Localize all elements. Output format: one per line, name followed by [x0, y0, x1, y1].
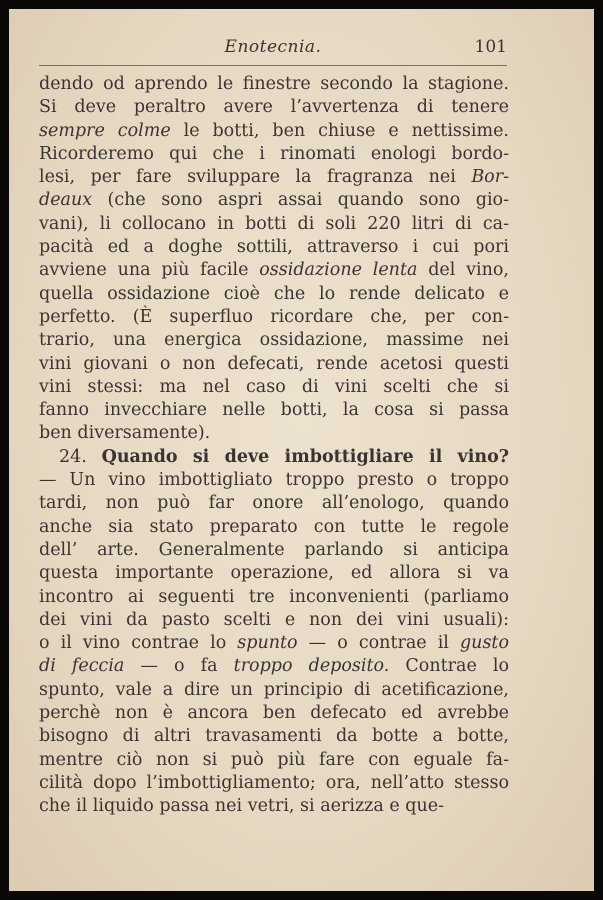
- text-span: trario, una energica ossidazione, massime nei: [39, 330, 509, 351]
- text-line: [39, 166, 509, 189]
- text-line: [39, 353, 509, 376]
- text-span: fanno invecchiare nelle botti, la cosa si passa: [39, 400, 509, 421]
- text-line: [39, 120, 509, 143]
- text-span: dell’ arte. Generalmente parlando si anticipa: [39, 539, 509, 560]
- text-span: dendo od aprendo le finestre secondo la stagione.: [39, 74, 509, 94]
- text-span: Si deve peraltro avere l’avvertenza di tenere: [39, 97, 509, 118]
- italic-text: di feccia: [39, 656, 125, 677]
- text-line: [39, 772, 509, 795]
- italic-text: deaux: [39, 190, 93, 211]
- running-title: Enotecnia.: [224, 37, 322, 57]
- bold-heading-text: Quando si deve imbottigliare il vino?: [101, 446, 509, 467]
- text-span: tardi, non può far onore all’enologo, quando: [39, 493, 509, 514]
- text-line: [39, 609, 509, 632]
- text-span: — Un vino imbottigliato troppo presto o troppo: [39, 470, 509, 491]
- text-span: vini stessi: ma nel caso di vini scelti che si: [39, 376, 509, 397]
- text-span: questa importante operazione, ed allora si va: [39, 563, 509, 584]
- text-span: incontro ai seguenti tre inconvenienti (parliamo: [39, 586, 509, 607]
- italic-text: ossidazione lenta: [259, 260, 418, 281]
- text-line: [39, 422, 509, 445]
- text-line: [39, 329, 509, 352]
- text-span: avviene una più facile: [39, 260, 260, 281]
- text-line: [39, 749, 509, 772]
- text-line: [39, 143, 509, 166]
- text-line: [39, 236, 509, 259]
- text-span: le botti, ben chiuse e nettissime.: [170, 120, 509, 141]
- text-span: lesi, per fare sviluppare la fragranza nei: [39, 167, 472, 188]
- text-span: quella ossidazione cioè che lo rende delicato e: [39, 283, 509, 304]
- text-line: [39, 725, 509, 748]
- text-span: vini giovani o non defecati, rende acetosi questi: [39, 353, 509, 374]
- text-line: [39, 283, 509, 306]
- text-span: ben diversamente).: [39, 423, 211, 444]
- text-span: che il liquido passa nei vetri, si aerizza e que-: [39, 796, 445, 817]
- body-text: [39, 73, 509, 819]
- book-page: [9, 9, 594, 891]
- text-line: [39, 399, 509, 422]
- text-line: [39, 73, 509, 96]
- text-span: pacità ed a doghe sottili, attraverso i cui pori: [39, 237, 509, 258]
- text-span: — o fa: [124, 656, 234, 677]
- text-span: (che sono aspri assai quando sono gio-: [92, 190, 509, 211]
- text-line: [39, 539, 509, 562]
- italic-text: gusto: [459, 633, 509, 654]
- text-line: [39, 655, 509, 678]
- text-span: perchè non è ancora ben defecato ed avrebbe: [39, 703, 509, 724]
- text-line: [39, 469, 509, 492]
- text-span: vani), li collocano in botti di soli 220 litri di ca-: [39, 213, 509, 234]
- text-line: [39, 562, 509, 585]
- text-span: anche sia stato preparato con tutte le regole: [39, 516, 509, 537]
- text-line: [39, 679, 509, 702]
- text-span: Ricorderemo qui che i rinomati enologi bordo-: [39, 143, 509, 164]
- text-line: [39, 259, 509, 282]
- text-span: — o contrae il: [297, 633, 460, 654]
- text-line: [39, 376, 509, 399]
- text-line: [39, 516, 509, 539]
- text-line: [39, 795, 509, 818]
- text-line: [39, 96, 509, 119]
- text-span: o il vino contrae lo: [39, 633, 238, 654]
- text-span: cilità dopo l’imbottigliamento; ora, nell’atto stesso: [39, 772, 509, 793]
- text-line: [39, 306, 509, 329]
- text-line: [39, 213, 509, 236]
- text-line: [39, 586, 509, 609]
- text-line: [39, 702, 509, 725]
- page-number: 101: [474, 37, 507, 57]
- page-header: [39, 29, 507, 66]
- italic-text: troppo deposito.: [233, 656, 390, 677]
- text-line: [39, 446, 509, 469]
- text-span: Contrae lo: [389, 656, 510, 677]
- text-line: [39, 632, 509, 655]
- text-line: [39, 189, 509, 212]
- text-span: bisogno di altri travasamenti da botte a botte,: [39, 726, 509, 747]
- italic-text: sempre colme: [39, 120, 171, 141]
- text-span: mentre ciò non si può più fare con eguale fa-: [39, 749, 509, 770]
- text-span: dei vini da pasto scelti e non dei vini usuali):: [39, 609, 509, 630]
- text-line: [39, 492, 509, 515]
- italic-text: Bor-: [471, 167, 509, 188]
- italic-text: spunto: [237, 633, 298, 654]
- text-span: 24.: [59, 446, 102, 467]
- text-span: del vino,: [417, 260, 509, 281]
- text-span: perfetto. (È superfluo ricordare che, per con-: [39, 306, 509, 327]
- text-span: spunto, vale a dire un principio di acetificazione,: [39, 679, 509, 700]
